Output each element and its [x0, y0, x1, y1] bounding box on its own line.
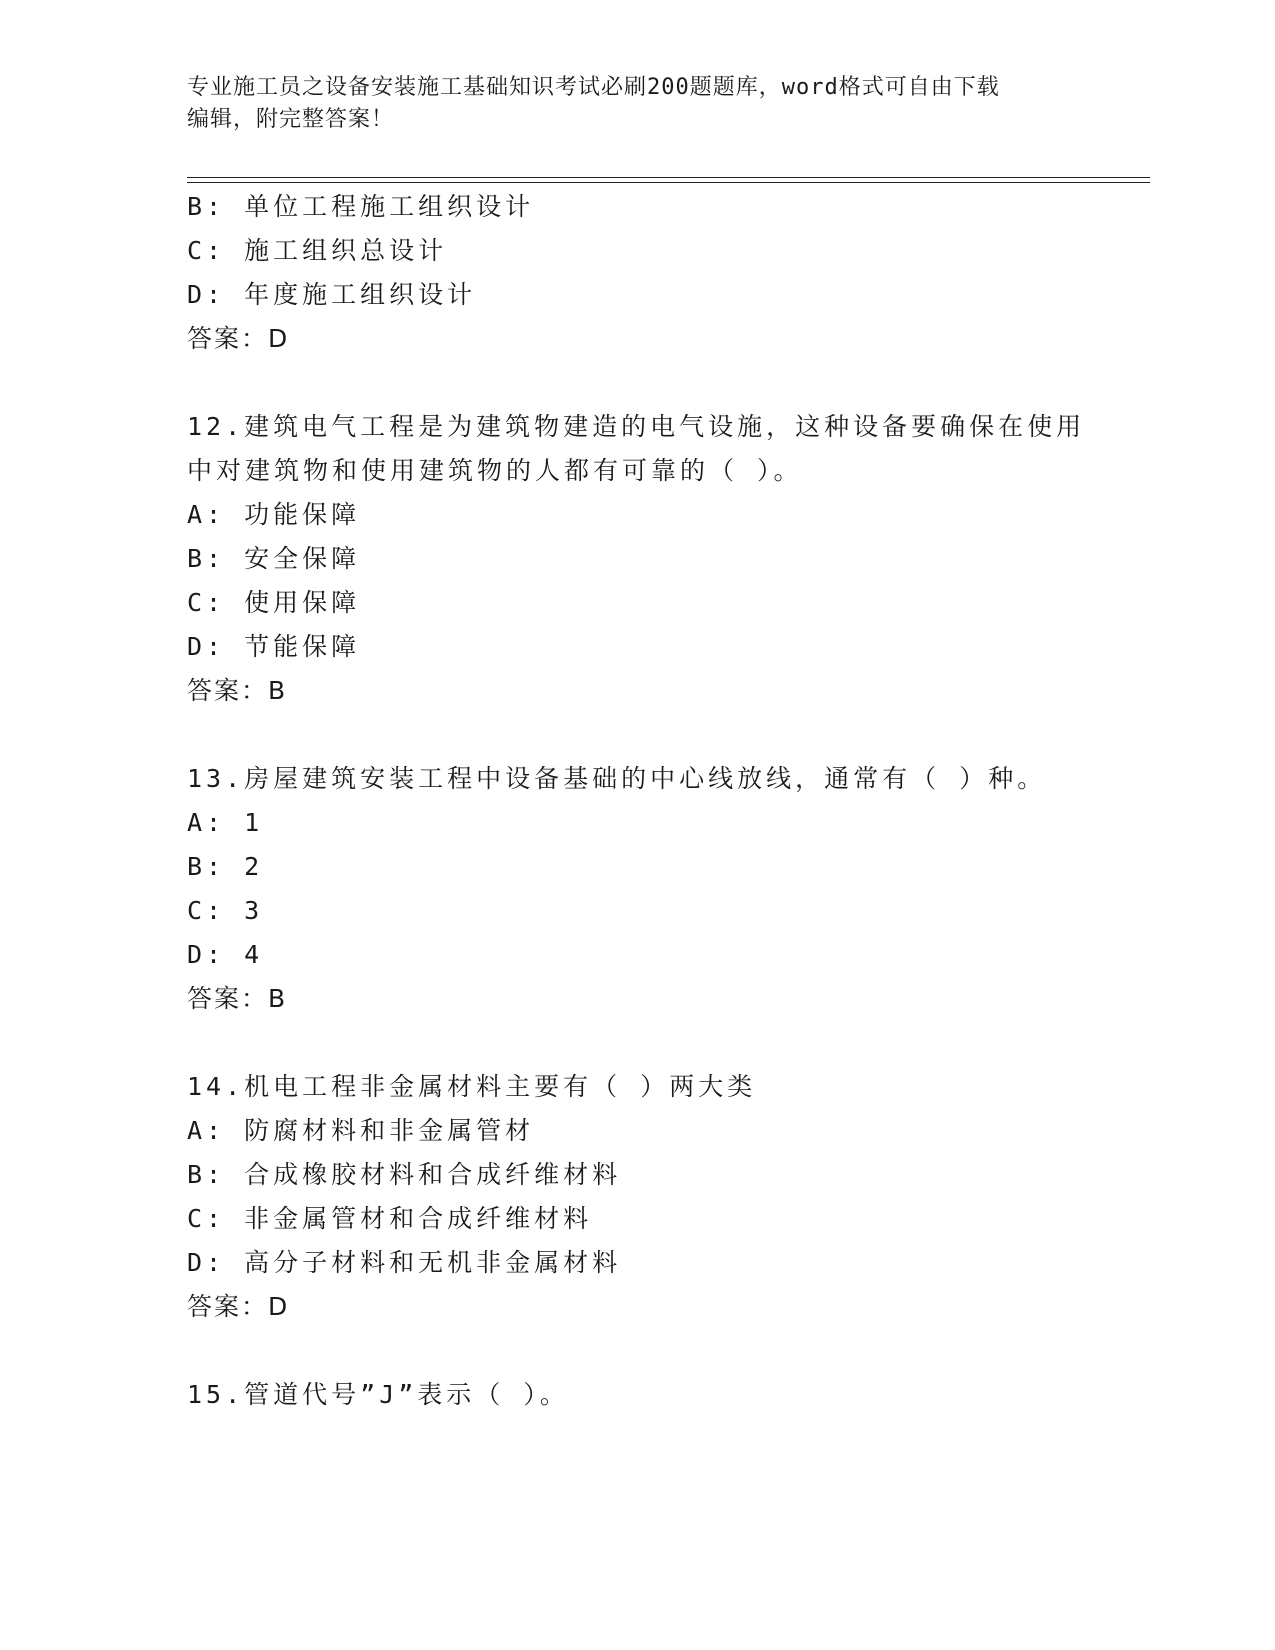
header-title-line-2: 编辑，附完整答案！ — [187, 107, 395, 132]
q13-option-d: D: 4 — [187, 940, 264, 969]
q13-option-a: A: 1 — [187, 808, 264, 837]
header-title-line-1: 专业施工员之设备安装施工基础知识考试必刷200题题库，word格式可自由下载 — [187, 75, 1000, 100]
q14-option-b: B: 合成橡胶材料和合成纤维材料 — [187, 1160, 622, 1189]
q11-answer: 答案：D — [187, 324, 290, 353]
q14-option-a: A: 防腐材料和非金属管材 — [187, 1116, 535, 1145]
document-header — [187, 72, 1087, 136]
q12-option-c: C: 使用保障 — [187, 588, 361, 617]
q12-stem-line-1: 12.建筑电气工程是为建筑物建造的电气设施，这种设备要确保在使用 — [187, 412, 1086, 441]
q12-answer: 答案：B — [187, 676, 288, 705]
q14-option-c: C: 非金属管材和合成纤维材料 — [187, 1204, 593, 1233]
header-divider-top — [187, 177, 1150, 178]
q14-answer: 答案：D — [187, 1292, 290, 1321]
q13-option-b: B: 2 — [187, 852, 264, 881]
q12-option-a: A: 功能保障 — [187, 500, 361, 529]
q13-answer: 答案：B — [187, 984, 288, 1013]
q14-option-d: D: 高分子材料和无机非金属材料 — [187, 1248, 622, 1277]
q11-option-b: B: 单位工程施工组织设计 — [187, 192, 535, 221]
q13-stem-line-1: 13.房屋建筑安装工程中设备基础的中心线放线，通常有（ ）种。 — [187, 764, 1047, 793]
q13-option-c: C: 3 — [187, 896, 264, 925]
q14-stem-line-1: 14.机电工程非金属材料主要有（ ）两大类 — [187, 1072, 757, 1101]
q12-option-d: D: 节能保障 — [187, 632, 361, 661]
q15-stem-line-1: 15.管道代号”J”表示（ ）。 — [187, 1380, 569, 1409]
q12-option-b: B: 安全保障 — [187, 544, 361, 573]
header-divider-bottom — [187, 182, 1150, 183]
q11-option-c: C: 施工组织总设计 — [187, 236, 448, 265]
q12-stem-line-2: 中对建筑物和使用建筑物的人都有可靠的（ ）。 — [187, 456, 803, 485]
q11-option-d: D: 年度施工组织设计 — [187, 280, 477, 309]
